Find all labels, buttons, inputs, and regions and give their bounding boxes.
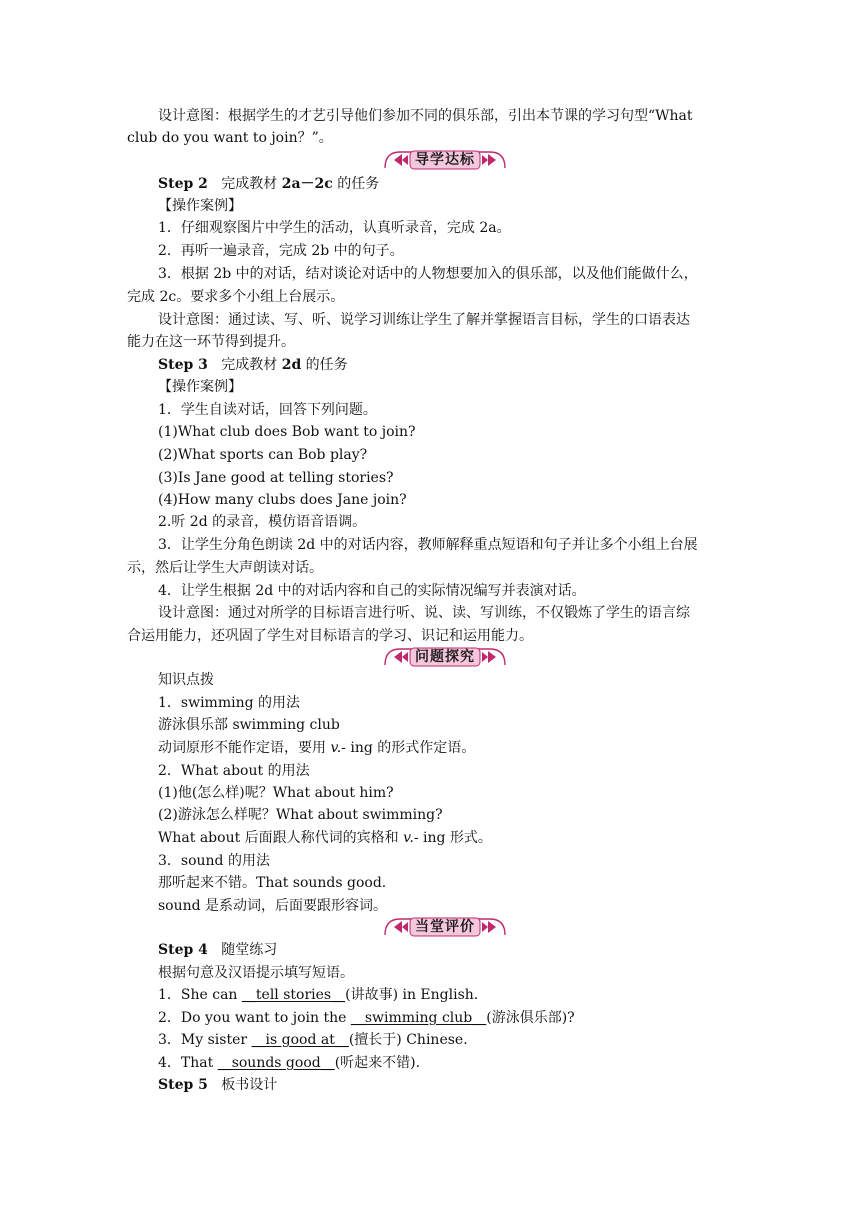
knowledge-point-3b: sound 是系动词，后面要跟形容词。 <box>158 898 388 914</box>
knowledge-point-3: 3．sound 的用法 <box>158 853 270 869</box>
exercise-item-2 <box>158 1007 575 1029</box>
step-title-bold: 2d <box>281 357 302 373</box>
text-segment: (讲故事) in English. <box>345 987 479 1003</box>
knowledge-point-1a: 游泳俱乐部 swimming club <box>158 717 340 733</box>
knowledge-point-2b: (2)游泳怎么样呢？What about swimming? <box>158 807 443 823</box>
step2-item-3-line-2: 完成 2c。要求多个小组上台展示。 <box>127 289 345 305</box>
text-segment: 4．That <box>158 1055 218 1071</box>
step-title: 板书设计 <box>221 1077 278 1093</box>
knowledge-title: 知识点拨 <box>158 672 214 688</box>
text-segment: What about 后面跟人称代词的宾格和 <box>158 830 404 846</box>
step3-heading <box>158 354 348 376</box>
text-segment: 1．She can <box>158 987 242 1003</box>
intro-line-1: 设计意图：根据学生的才艺引导他们参加不同的俱乐部，引出本节课的学习句型“What <box>158 108 693 124</box>
step2-item-3-line-1: 3．根据 2b 中的对话，结对谈论对话中的人物想要加入的俱乐部，以及他们能做什么， <box>158 266 698 282</box>
step3-question-3: (3)Is Jane good at telling stories? <box>158 470 394 486</box>
italic-segment: v. <box>403 830 414 846</box>
text-segment: (听起来不错). <box>334 1055 421 1071</box>
step4-instruction: 根据句意及汉语提示填写短语。 <box>158 965 354 981</box>
step4-heading <box>158 939 277 961</box>
step-title-bold: 2a－2c <box>281 176 333 192</box>
step3-item-3-line-1: 3．让学生分角色朗读 2d 中的对话内容，教师解释重点短语和句子并让多个小组上台展 <box>158 537 698 553</box>
text-segment: 动词原形不能作定语，要用 <box>158 740 331 756</box>
section-banner-guided-learning <box>382 148 508 172</box>
answer-blank: __tell stories__ <box>241 987 346 1003</box>
section-banner-problem-inquiry <box>382 645 508 669</box>
knowledge-point-1: 1．swimming 的用法 <box>158 695 301 711</box>
step-label: Step 4 <box>158 942 208 958</box>
text-segment: - ing 的形式作定语。 <box>341 740 476 756</box>
text-segment: (游泳俱乐部)? <box>486 1010 575 1026</box>
knowledge-point-1b <box>158 737 475 759</box>
step2-case-label: 【操作案例】 <box>158 198 242 214</box>
text-segment: - ing 形式。 <box>413 830 492 846</box>
step2-item-2: 2．再听一遍录音，完成 2b 中的句子。 <box>158 243 404 259</box>
step-label: Step 3 <box>158 357 208 373</box>
answer-blank: __is good at__ <box>251 1032 349 1048</box>
step2-design-line-1: 设计意图：通过读、写、听、说学习训练让学生了解并掌握语言目标，学生的口语表达 <box>158 312 690 328</box>
step-title: 随堂练习 <box>221 942 278 958</box>
italic-segment: v. <box>330 740 342 756</box>
text-segment: 2．Do you want to join the <box>158 1010 351 1026</box>
banner-title: 问题探究 <box>415 649 475 665</box>
exercise-item-3 <box>158 1029 468 1051</box>
knowledge-point-2c <box>158 827 492 849</box>
step3-item-4: 4．让学生根据 2d 中的对话内容和自己的实际情况编写并表演对话。 <box>158 583 586 599</box>
intro-line-2: club do you want to join？”。 <box>127 130 333 146</box>
banner-title: 当堂评价 <box>415 919 475 935</box>
knowledge-point-3a: 那听起来不错。That sounds good. <box>158 875 387 891</box>
step-title-post: 的任务 <box>332 176 380 192</box>
step3-question-2: (2)What sports can Bob play? <box>158 447 368 463</box>
step2-design-line-2: 能力在这一环节得到提升。 <box>127 334 295 350</box>
text-segment: 3．My sister <box>158 1032 252 1048</box>
step2-heading <box>158 173 379 195</box>
knowledge-point-2: 2．What about 的用法 <box>158 763 310 779</box>
step3-design-line-2: 合运用能力，还巩固了学生对目标语言的学习、识记和运用能力。 <box>127 628 533 644</box>
answer-blank: __swimming club__ <box>350 1010 487 1026</box>
step3-question-4: (4)How many clubs does Jane join? <box>158 492 407 508</box>
step3-item-3-line-2: 示，然后让学生大声朗读对话。 <box>127 560 323 576</box>
step3-design-line-1: 设计意图：通过对所学的目标语言进行听、说、读、写训练，不仅锻炼了学生的语言综 <box>158 605 690 621</box>
step2-item-1: 1．仔细观察图片中学生的活动，认真听录音，完成 2a。 <box>158 220 511 236</box>
step-label: Step 2 <box>158 176 208 192</box>
step5-heading <box>158 1074 277 1096</box>
step-title-pre: 完成教材 <box>221 176 282 192</box>
step3-case-label: 【操作案例】 <box>158 379 242 395</box>
answer-blank: __sounds good__ <box>217 1055 335 1071</box>
exercise-item-4 <box>158 1052 420 1074</box>
section-banner-class-assessment <box>382 915 508 939</box>
banner-title: 导学达标 <box>415 152 475 168</box>
exercise-item-1 <box>158 984 478 1006</box>
step3-item-1: 1．学生自读对话，回答下列问题。 <box>158 402 377 418</box>
step-label: Step 5 <box>158 1077 208 1093</box>
step-title-post: 的任务 <box>301 357 348 373</box>
knowledge-point-2a: (1)他(怎么样)呢？What about him? <box>158 785 394 801</box>
step-title-pre: 完成教材 <box>221 357 282 373</box>
text-segment: (擅长于) Chinese. <box>348 1032 468 1048</box>
step3-item-2: 2.听 2d 的录音，模仿语音语调。 <box>158 514 367 530</box>
step3-question-1: (1)What club does Bob want to join? <box>158 424 416 440</box>
